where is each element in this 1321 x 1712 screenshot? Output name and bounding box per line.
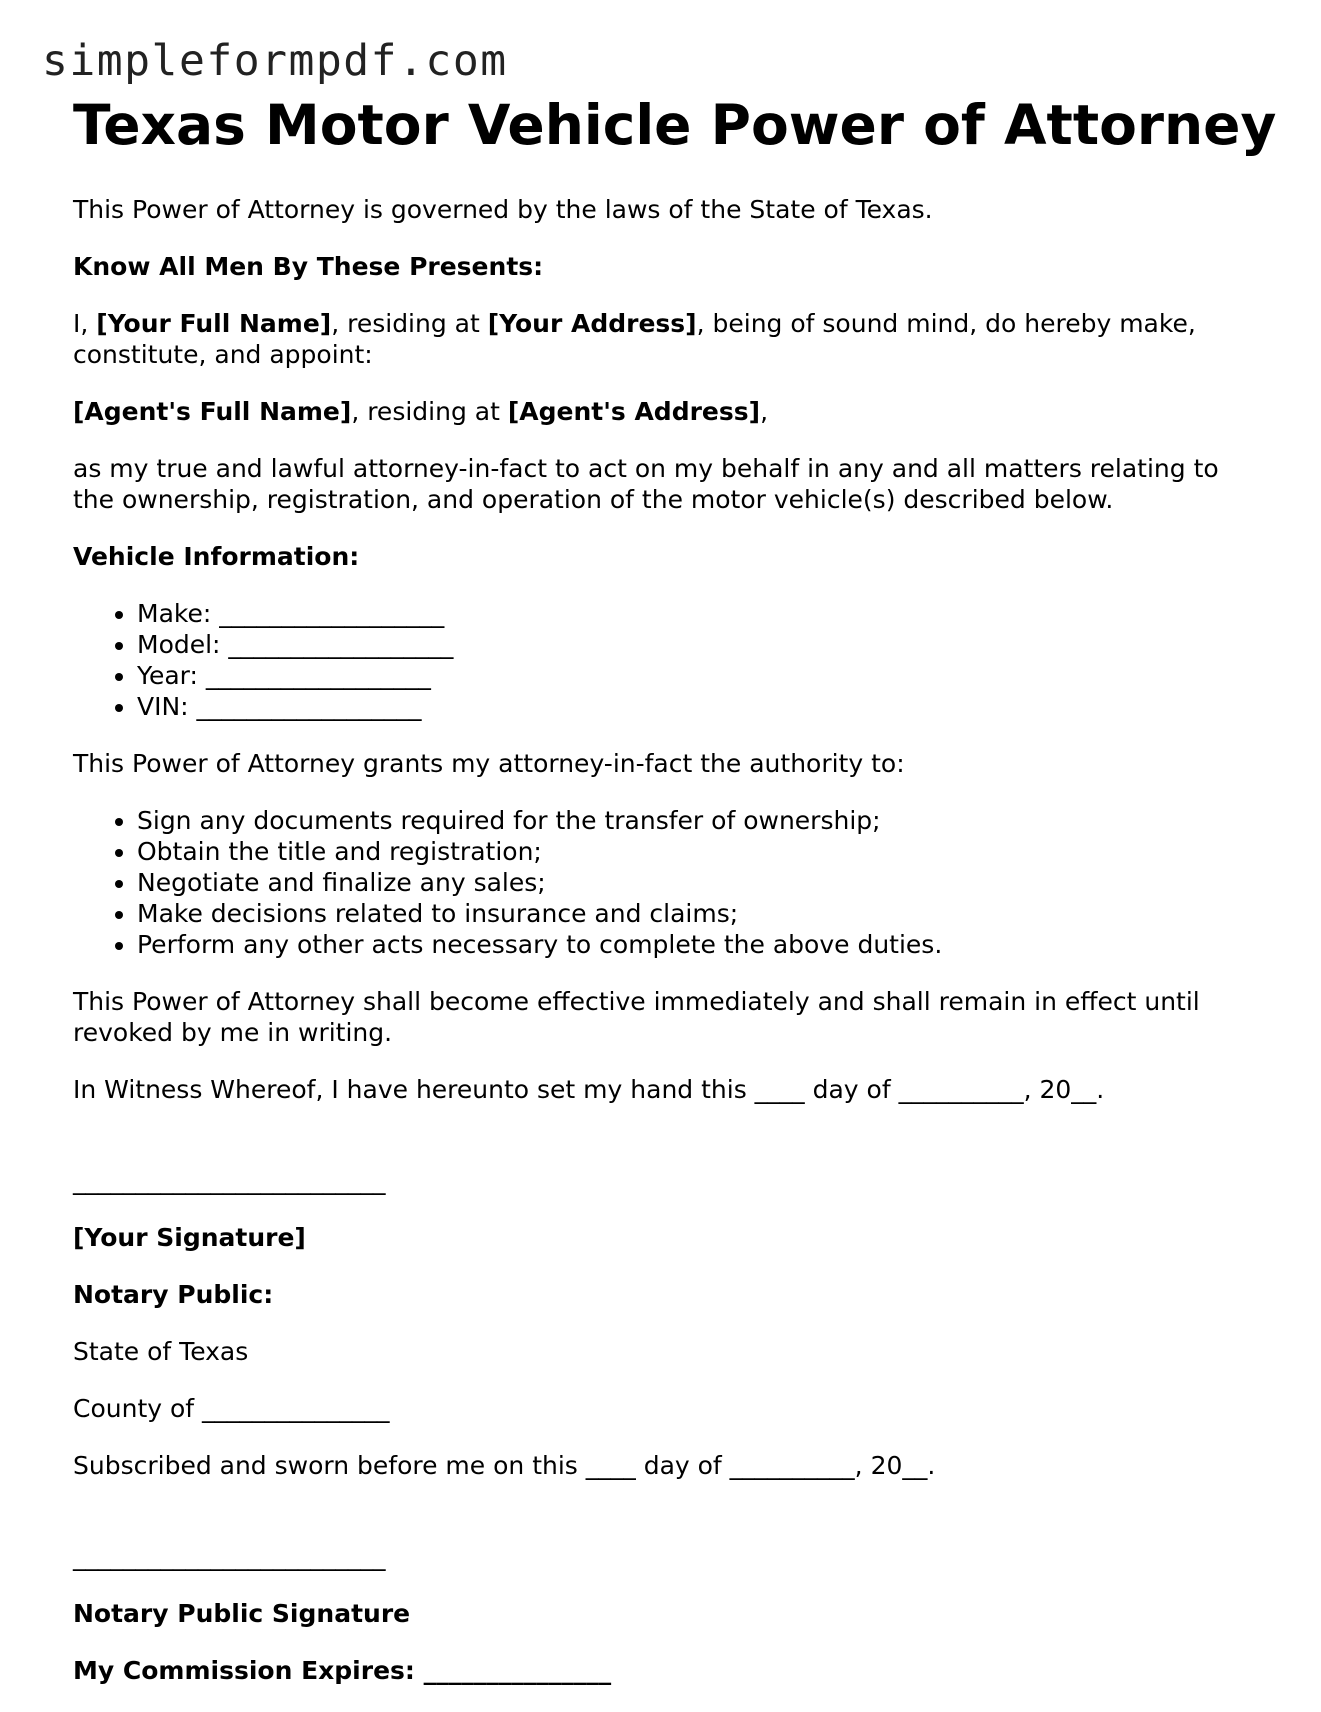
power-item: • Negotiate and finalize any sales;: [137, 867, 1253, 898]
notary-county: County of _______________: [73, 1394, 390, 1423]
notary-signature-label: Notary Public Signature: [73, 1599, 411, 1628]
know-all-heading: Know All Men By These Presents:: [73, 252, 544, 281]
vehicle-model-field: • Model: __________________: [137, 629, 1253, 660]
witness-text: In Witness Whereof, I have hereunto set my hand this ____ day of __________, 20__.: [73, 1075, 1105, 1104]
effective-text: This Power of Attorney shall become effective immediately and shall remain in effect until revoked by me in writing.: [73, 987, 1200, 1047]
principal-address: [Your Address]: [487, 309, 697, 338]
commission-expires: My Commission Expires: _______________: [73, 1656, 612, 1685]
principal-paragraph: I, [Your Full Name], residing at [Your Address], being of sound mind, do hereby make, constitute, and appoint:: [73, 309, 1196, 369]
your-signature-label: [Your Signature]: [73, 1223, 306, 1252]
powers-list: [73, 805, 1253, 960]
document-body: [73, 92, 1277, 1712]
sworn-text: Subscribed and sworn before me on this ____ day of __________, 20__.: [73, 1451, 936, 1480]
principal-name: [Your Full Name]: [96, 309, 332, 338]
grants-intro: This Power of Attorney grants my attorney-in-fact the authority to:: [73, 749, 905, 778]
agent-name: [Agent's Full Name]: [73, 397, 352, 426]
power-item: • Make decisions related to insurance and claims;: [137, 898, 1253, 929]
power-item: • Sign any documents required for the transfer of ownership;: [137, 805, 1253, 836]
watermark: simpleformpdf.com: [42, 36, 508, 86]
vehicle-fields-list: [73, 598, 1253, 722]
vehicle-heading: Vehicle Information:: [73, 542, 360, 571]
vehicle-year-field: • Year: __________________: [137, 660, 1253, 691]
signature-line: _________________________: [73, 1166, 386, 1195]
agent-address: [Agent's Address]: [507, 397, 761, 426]
power-item: • Obtain the title and registration;: [137, 836, 1253, 867]
page-title: Texas Motor Vehicle Power of Attorney: [73, 93, 1277, 157]
vehicle-vin-field: • VIN: __________________: [137, 691, 1253, 722]
appointment-text: as my true and lawful attorney-in-fact to act on my behalf in any and all matters relating to the ownership, registration, and operation of the motor vehicle(s) described below.: [73, 454, 1219, 514]
vehicle-make-field: • Make: __________________: [137, 598, 1253, 629]
agent-paragraph: [Agent's Full Name], residing at [Agent's Address],: [73, 397, 769, 426]
notary-heading: Notary Public:: [73, 1280, 274, 1309]
notary-state: State of Texas: [73, 1337, 249, 1366]
governing-law-text: This Power of Attorney is governed by the laws of the State of Texas.: [73, 195, 933, 224]
power-item: • Perform any other acts necessary to complete the above duties.: [137, 929, 1253, 960]
notary-signature-line: _________________________: [73, 1542, 386, 1571]
